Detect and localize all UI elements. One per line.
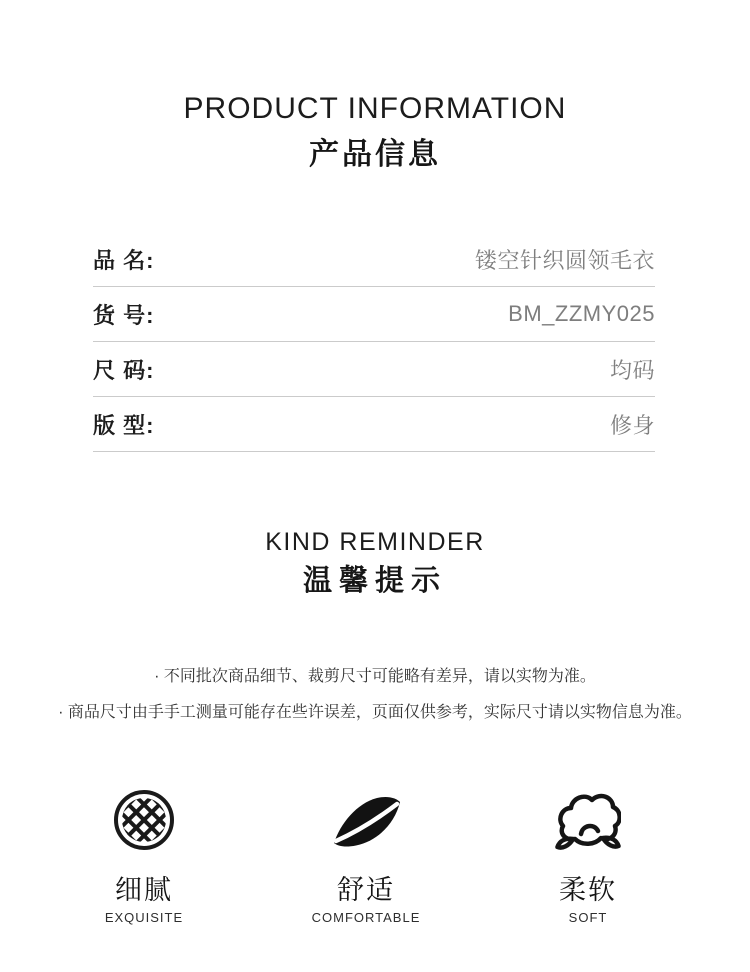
- attribute-value: 均码: [609, 357, 655, 383]
- reminder-title-en: KIND REMINDER: [265, 528, 485, 556]
- table-row-item-number: [93, 287, 655, 342]
- feature-comfortable: [266, 786, 466, 926]
- reminder-note: · 商品尺寸由手手工测量可能存在些许误差，页面仅供参考，实际尺寸请以实物信息为准。: [58, 704, 692, 721]
- product-info-title-en: PRODUCT INFORMATION: [183, 92, 567, 125]
- attribute-label: 货 号:: [93, 302, 155, 328]
- product-attributes-table: [93, 232, 655, 452]
- feature-soft: [488, 786, 688, 926]
- attribute-label: 版 型:: [93, 412, 155, 438]
- attribute-value: 镂空针织圆领毛衣: [474, 247, 655, 273]
- table-row-size: [93, 342, 655, 397]
- feature-label-en: COMFORTABLE: [311, 910, 421, 925]
- feature-label-cn: 柔软: [559, 875, 617, 905]
- product-info-title-cn: 产品信息: [309, 138, 441, 171]
- reminder-title-cn: 温馨提示: [302, 565, 447, 597]
- feature-exquisite: [44, 786, 244, 926]
- table-row-fit: [93, 397, 655, 452]
- feature-highlights: [44, 786, 688, 926]
- attribute-value: BM_ZZMY025: [508, 301, 655, 326]
- feature-label-en: EXQUISITE: [104, 910, 184, 925]
- feature-label-en: SOFT: [568, 910, 608, 925]
- reminder-note: · 不同批次商品细节、裁剪尺寸可能略有差异，请以实物为准。: [154, 668, 596, 685]
- feature-label-cn: 舒适: [337, 875, 395, 905]
- attribute-label: 尺 码:: [93, 357, 155, 383]
- attribute-label: 品 名:: [93, 247, 155, 273]
- woven-fabric-icon: [113, 786, 175, 854]
- cotton-icon: [555, 786, 621, 854]
- leaf-icon: [330, 786, 402, 854]
- table-row-product-name: [93, 232, 655, 287]
- attribute-value: 修身: [609, 412, 655, 438]
- feature-label-cn: 细腻: [115, 875, 173, 905]
